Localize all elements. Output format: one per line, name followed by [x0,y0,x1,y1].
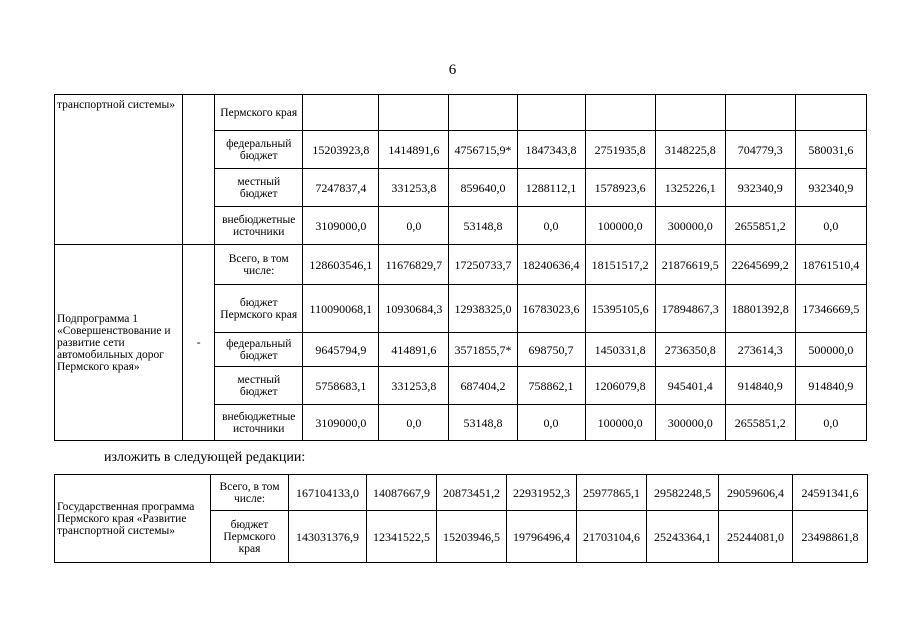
value-cell: 53148,8 [449,207,517,245]
source-cell: внебюджетные источники [215,405,303,441]
subprogram-name-cell: Подпрограмма 1 «Совершенствование и развитие сети автомобильных дорог Пермского края» [55,245,183,441]
value-cell: 29059606,4 [719,475,793,511]
value-cell [585,95,655,131]
value-cell [303,95,379,131]
value-cell: 914840,9 [795,367,866,405]
value-cell: 3148225,8 [655,131,725,169]
dash-cell: - [183,245,215,441]
value-cell [517,95,585,131]
value-cell: 15395105,6 [585,285,655,333]
value-cell: 1206079,8 [585,367,655,405]
value-cell: 2736350,8 [655,333,725,367]
value-cell: 3571855,7* [449,333,517,367]
program-name-cell: транспортной системы» [55,95,183,245]
value-cell: 16783023,6 [517,285,585,333]
value-cell: 12341522,5 [367,511,437,563]
value-cell: 23498861,8 [793,511,868,563]
value-cell: 4756715,9* [449,131,517,169]
dash-cell [183,95,215,245]
value-cell: 0,0 [379,207,449,245]
value-cell: 932340,9 [725,169,795,207]
value-cell: 24591341,6 [793,475,868,511]
source-cell: федеральный бюджет [215,333,303,367]
value-cell [795,95,866,131]
value-cell: 20873451,2 [437,475,507,511]
source-cell: местный бюджет [215,367,303,405]
value-cell: 15203923,8 [303,131,379,169]
value-cell: 25977865,1 [577,475,647,511]
value-cell: 414891,6 [379,333,449,367]
funding-table-new-edition [54,474,868,563]
value-cell: 914840,9 [725,367,795,405]
value-cell: 758862,1 [517,367,585,405]
source-cell: федеральный бюджет [215,131,303,169]
value-cell: 18761510,4 [795,245,866,285]
value-cell: 19796496,4 [507,511,577,563]
program-name-cell: Государственная программа Пермского края «Развитие транспортной системы» [55,475,211,563]
value-cell: 0,0 [795,207,866,245]
value-cell: 7247837,4 [303,169,379,207]
value-cell: 22931952,3 [507,475,577,511]
value-cell: 100000,0 [585,207,655,245]
value-cell: 859640,0 [449,169,517,207]
value-cell: 1450331,8 [585,333,655,367]
value-cell: 331253,8 [379,169,449,207]
value-cell: 167104133,0 [289,475,367,511]
value-cell: 18240636,4 [517,245,585,285]
value-cell: 1414891,6 [379,131,449,169]
table-row [55,95,867,131]
value-cell: 17346669,5 [795,285,866,333]
value-cell: 9645794,9 [303,333,379,367]
value-cell: 3109000,0 [303,207,379,245]
source-cell: внебюджетные источники [215,207,303,245]
source-cell: бюджет Пермского края [211,511,289,563]
value-cell: 2655851,2 [725,405,795,441]
value-cell: 704779,3 [725,131,795,169]
value-cell: 2751935,8 [585,131,655,169]
value-cell: 18801392,8 [725,285,795,333]
value-cell [655,95,725,131]
value-cell: 0,0 [517,207,585,245]
value-cell: 273614,3 [725,333,795,367]
value-cell: 12938325,0 [449,285,517,333]
source-cell: Всего, в том числе: [211,475,289,511]
value-cell: 1578923,6 [585,169,655,207]
value-cell: 300000,0 [655,405,725,441]
value-cell: 11676829,7 [379,245,449,285]
value-cell: 15203946,5 [437,511,507,563]
source-cell: Пермского края [215,95,303,131]
value-cell: 25244081,0 [719,511,793,563]
value-cell: 21876619,5 [655,245,725,285]
value-cell [725,95,795,131]
value-cell: 17894867,3 [655,285,725,333]
value-cell: 25243364,1 [647,511,719,563]
value-cell: 945401,4 [655,367,725,405]
value-cell: 687404,2 [449,367,517,405]
value-cell: 14087667,9 [367,475,437,511]
value-cell: 1325226,1 [655,169,725,207]
value-cell: 53148,8 [449,405,517,441]
source-cell: бюджет Пермского края [215,285,303,333]
value-cell: 0,0 [517,405,585,441]
value-cell: 1288112,1 [517,169,585,207]
value-cell: 2655851,2 [725,207,795,245]
table-row [55,245,867,285]
value-cell: 580031,6 [795,131,866,169]
value-cell [449,95,517,131]
value-cell: 932340,9 [795,169,866,207]
value-cell: 0,0 [379,405,449,441]
value-cell: 300000,0 [655,207,725,245]
source-cell: местный бюджет [215,169,303,207]
funding-table-continuation [54,94,867,441]
value-cell: 18151517,2 [585,245,655,285]
section-heading: изложить в следующей редакции: [104,450,306,465]
value-cell: 143031376,9 [289,511,367,563]
value-cell: 3109000,0 [303,405,379,441]
value-cell: 331253,8 [379,367,449,405]
value-cell: 17250733,7 [449,245,517,285]
value-cell: 10930684,3 [379,285,449,333]
value-cell: 5758683,1 [303,367,379,405]
value-cell: 500000,0 [795,333,866,367]
value-cell: 22645699,2 [725,245,795,285]
value-cell: 0,0 [795,405,866,441]
value-cell: 110090068,1 [303,285,379,333]
value-cell: 1847343,8 [517,131,585,169]
source-cell: Всего, в том числе: [215,245,303,285]
value-cell: 100000,0 [585,405,655,441]
page-number: 6 [448,62,457,78]
value-cell: 128603546,1 [303,245,379,285]
value-cell [379,95,449,131]
value-cell: 21703104,6 [577,511,647,563]
value-cell: 698750,7 [517,333,585,367]
table-row [55,475,868,511]
value-cell: 29582248,5 [647,475,719,511]
